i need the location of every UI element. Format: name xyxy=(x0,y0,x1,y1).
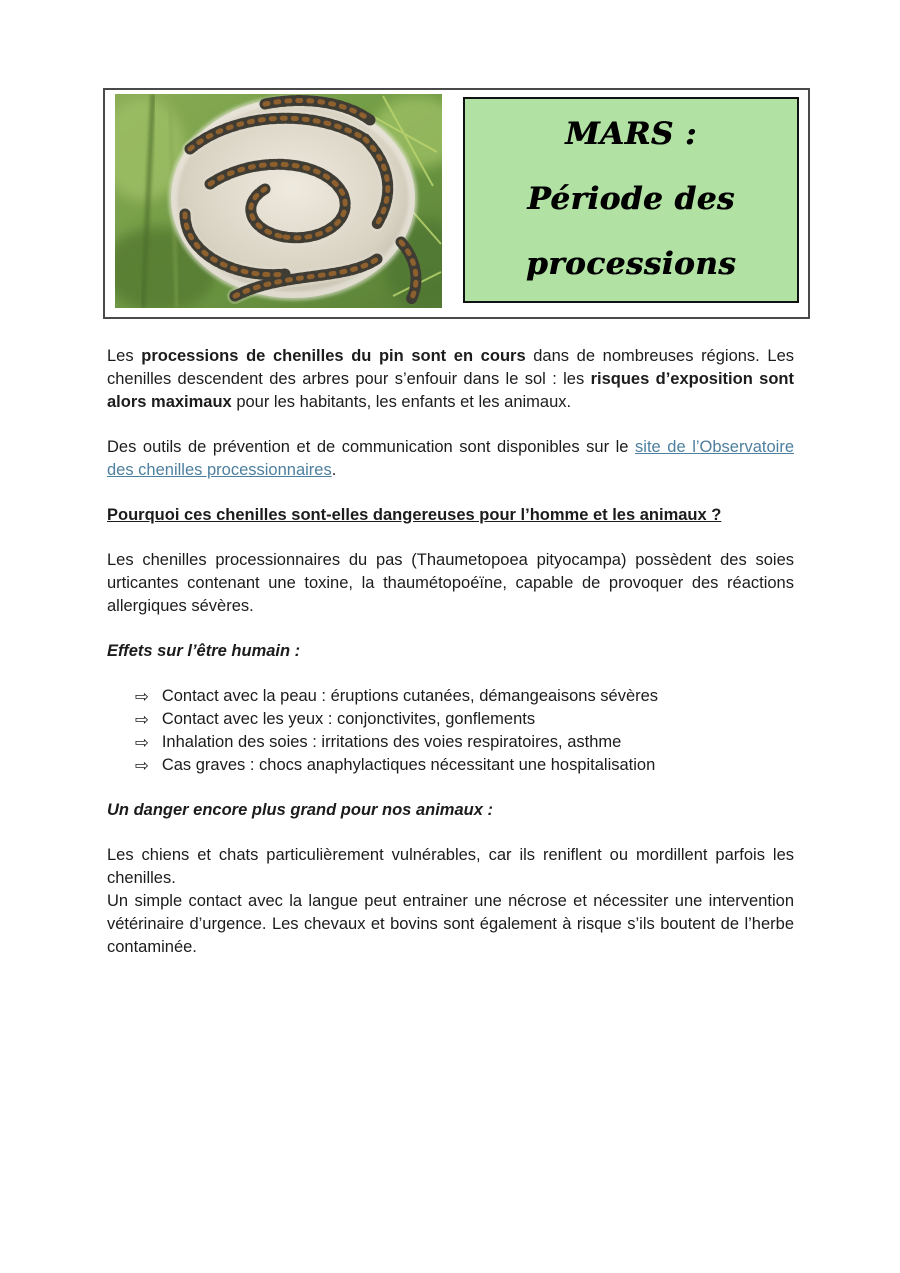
pets-paragraph: Les chiens et chats particulièrement vulnérables, car ils reniflent ou mordillent parfois les chenilles. xyxy=(107,846,794,887)
list-item-text: Cas graves : chocs anaphylactiques nécessitant une hospitalisation xyxy=(161,756,656,774)
animal-danger-heading: Un danger encore plus grand pour nos animaux : xyxy=(107,801,493,819)
header-banner xyxy=(103,88,810,319)
caterpillar-nest-illustration xyxy=(115,94,442,308)
effects-list xyxy=(107,685,794,777)
title-line-periode: Période des xyxy=(527,180,735,217)
tools-text: Des outils de prévention et de communication sont disponibles sur le xyxy=(107,438,636,456)
list-item xyxy=(135,731,794,754)
toxin-paragraph: Les chenilles processionnaires du pas (Thaumetopoea pityocampa) possèdent des soies urticantes contenant une toxine, la thaumétopoéïne, capable de provoquer des réactions allergiques sévères. xyxy=(107,551,794,615)
arrow-bullet-icon: ⇨ xyxy=(135,710,149,729)
list-item xyxy=(135,708,794,731)
list-item xyxy=(135,685,794,708)
human-effects-heading: Effets sur l’être humain : xyxy=(107,642,301,660)
arrow-bullet-icon: ⇨ xyxy=(135,733,149,752)
title-box xyxy=(463,97,799,303)
observatoire-link[interactable]: site de l’Observatoire des chenilles processionnaires xyxy=(107,438,794,479)
caterpillar-nest-photo xyxy=(115,94,442,308)
why-dangerous-heading: Pourquoi ces chenilles sont-elles dangereuses pour l’homme et les animaux ? xyxy=(107,506,722,524)
title-line-processions: processions xyxy=(525,245,737,282)
tools-paragraph xyxy=(107,436,794,482)
intro-text-end: pour les habitants, les enfants et les animaux. xyxy=(231,393,572,411)
intro-bold-processions: processions de chenilles du pin sont en cours xyxy=(141,347,526,365)
list-item-text: Contact avec les yeux : conjonctivites, gonflements xyxy=(161,710,536,728)
list-item-text: Contact avec la peau : éruptions cutanées, démangeaisons sévères xyxy=(161,687,659,705)
arrow-bullet-icon: ⇨ xyxy=(135,687,149,706)
tools-text-period: . xyxy=(331,461,337,479)
document-body xyxy=(107,345,794,981)
intro-text-mid: dans de nombreuses régions. Les chenilles descendent des arbres pour s’enfouir dans le sol : les xyxy=(107,347,794,388)
intro-paragraph xyxy=(107,345,794,414)
contact-paragraph: Un simple contact avec la langue peut entrainer une nécrose et nécessiter une intervention vétérinaire d’urgence. Les chevaux et bovins sont également à risque s’ils boutent de l’herbe contaminée. xyxy=(107,892,794,956)
list-item xyxy=(135,754,794,777)
intro-bold-risques: risques d’exposition sont alors maximaux xyxy=(107,370,794,411)
list-item-text: Inhalation des soies : irritations des voies respiratoires, asthme xyxy=(161,733,622,751)
intro-text: Les xyxy=(107,347,142,365)
arrow-bullet-icon: ⇨ xyxy=(135,756,149,775)
title-line-month: MARS : xyxy=(565,116,697,152)
